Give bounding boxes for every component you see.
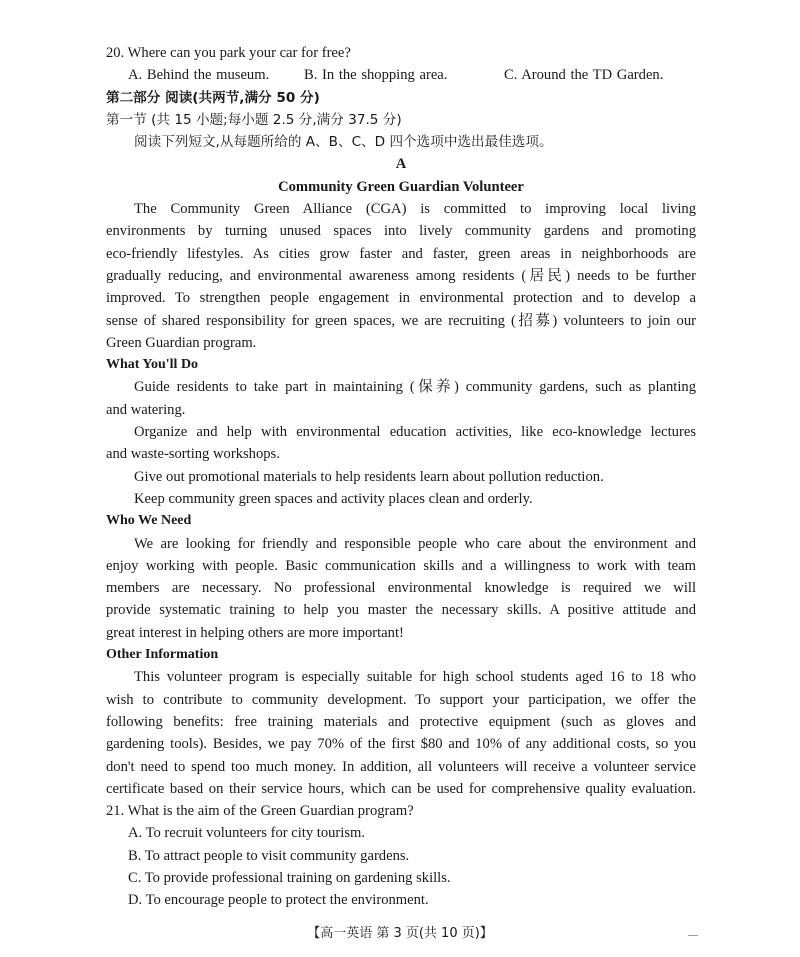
intro-line: sense of shared responsibility for green spaces, we are recruiting (招募) volunteers to join our (106, 312, 696, 329)
section-heading-other-information: Other Information (106, 647, 219, 663)
duty-line: Give out promotional materials to help residents learn about pollution reduction. (134, 468, 604, 485)
question-21-stem: 21. What is the aim of the Green Guardian program? (106, 803, 414, 820)
reading-instructions: 阅读下列短文,从每题所给的 A、B、C、D 四个选项中选出最佳选项。 (134, 134, 553, 151)
q20-option-b: B. In the shopping area. (304, 67, 448, 84)
passage-title: Community Green Guardian Volunteer (278, 178, 524, 195)
question-20-options (106, 64, 696, 86)
q21-option-b: B. To attract people to visit community gardens. (128, 847, 410, 864)
duty-line: Organize and help with environmental education activities, like eco-knowledge lectures (134, 424, 696, 441)
need-paragraph (106, 533, 696, 644)
passage-letter: A (395, 156, 407, 173)
q21-option-d: D. To encourage people to protect the environment. (128, 892, 429, 909)
info-line: wish to contribute to community development. To support your participation, we offer the (106, 691, 696, 708)
intro-line: Green Guardian program. (106, 334, 257, 351)
intro-line: environments by turning unused spaces into lively community gardens and promoting (106, 223, 696, 240)
intro-line: eco-friendly lifestyles. As cities grow faster and faster, green areas in neighborhoods are (106, 245, 696, 262)
section-heading-who-we-need: Who We Need (106, 513, 192, 529)
intro-line: gradually reducing, and environmental awareness among residents (居民) needs to be further (106, 267, 696, 284)
intro-line: improved. To strengthen people engagement in environmental protection and to develop a (106, 290, 696, 307)
info-line: following benefits: free training materials and protective equipment (such as gloves and (106, 713, 696, 730)
need-line: provide systematic training to help you master the necessary skills. A positive attitude and (106, 602, 696, 619)
duty-line: and waste-sorting workshops. (106, 446, 280, 463)
q21-option-c: C. To provide professional training on gardening skills. (128, 869, 451, 886)
q20-option-a: A. Behind the museum. (128, 67, 270, 84)
part-two-title: 第二部分 阅读(共两节,满分 50 分) (106, 89, 320, 106)
page-footer: 【高一英语 第 3 页(共 10 页)】 (307, 926, 493, 941)
info-line: gardening tools). Besides, we pay 70% of the first $80 and 10% of any additional costs, so you (106, 736, 696, 753)
info-line: don't need to spend too much money. In addition, all volunteers will receive a volunteer service (106, 758, 696, 775)
info-line: certificate based on their service hours, which can be used for comprehensive quality evaluation. (106, 780, 696, 797)
info-paragraph (106, 666, 696, 800)
passage-intro (106, 198, 696, 354)
question-20-stem: 20. Where can you park your car for free? (106, 45, 351, 61)
need-line: members are necessary. No professional environmental knowledge is required we will (106, 580, 696, 597)
corner-mark: — (688, 930, 698, 941)
duties-list (106, 376, 696, 510)
need-line: great interest in helping others are more important! (106, 624, 404, 641)
duty-line: Keep community green spaces and activity places clean and orderly. (134, 490, 533, 507)
duty-line: and watering. (106, 401, 186, 418)
intro-line: The Community Green Alliance (CGA) is committed to improving local living (134, 201, 696, 218)
section-heading-what-youll-do: What You'll Do (106, 357, 199, 373)
section-one-title: 第一节 (共 15 小题;每小题 2.5 分,满分 37.5 分) (106, 111, 402, 128)
q20-option-c: C. Around the TD Garden. (504, 67, 664, 84)
info-line: This volunteer program is especially suitable for high school students aged 16 to 18 who (134, 669, 696, 686)
need-line: enjoy working with people. Basic communication skills and a willingness to work with team (106, 557, 696, 574)
q21-option-a: A. To recruit volunteers for city tourism. (128, 825, 366, 842)
duty-line: Guide residents to take part in maintaining (保养) community gardens, such as planting (134, 379, 696, 396)
need-line: We are looking for friendly and responsible people who care about the environment and (134, 535, 696, 552)
